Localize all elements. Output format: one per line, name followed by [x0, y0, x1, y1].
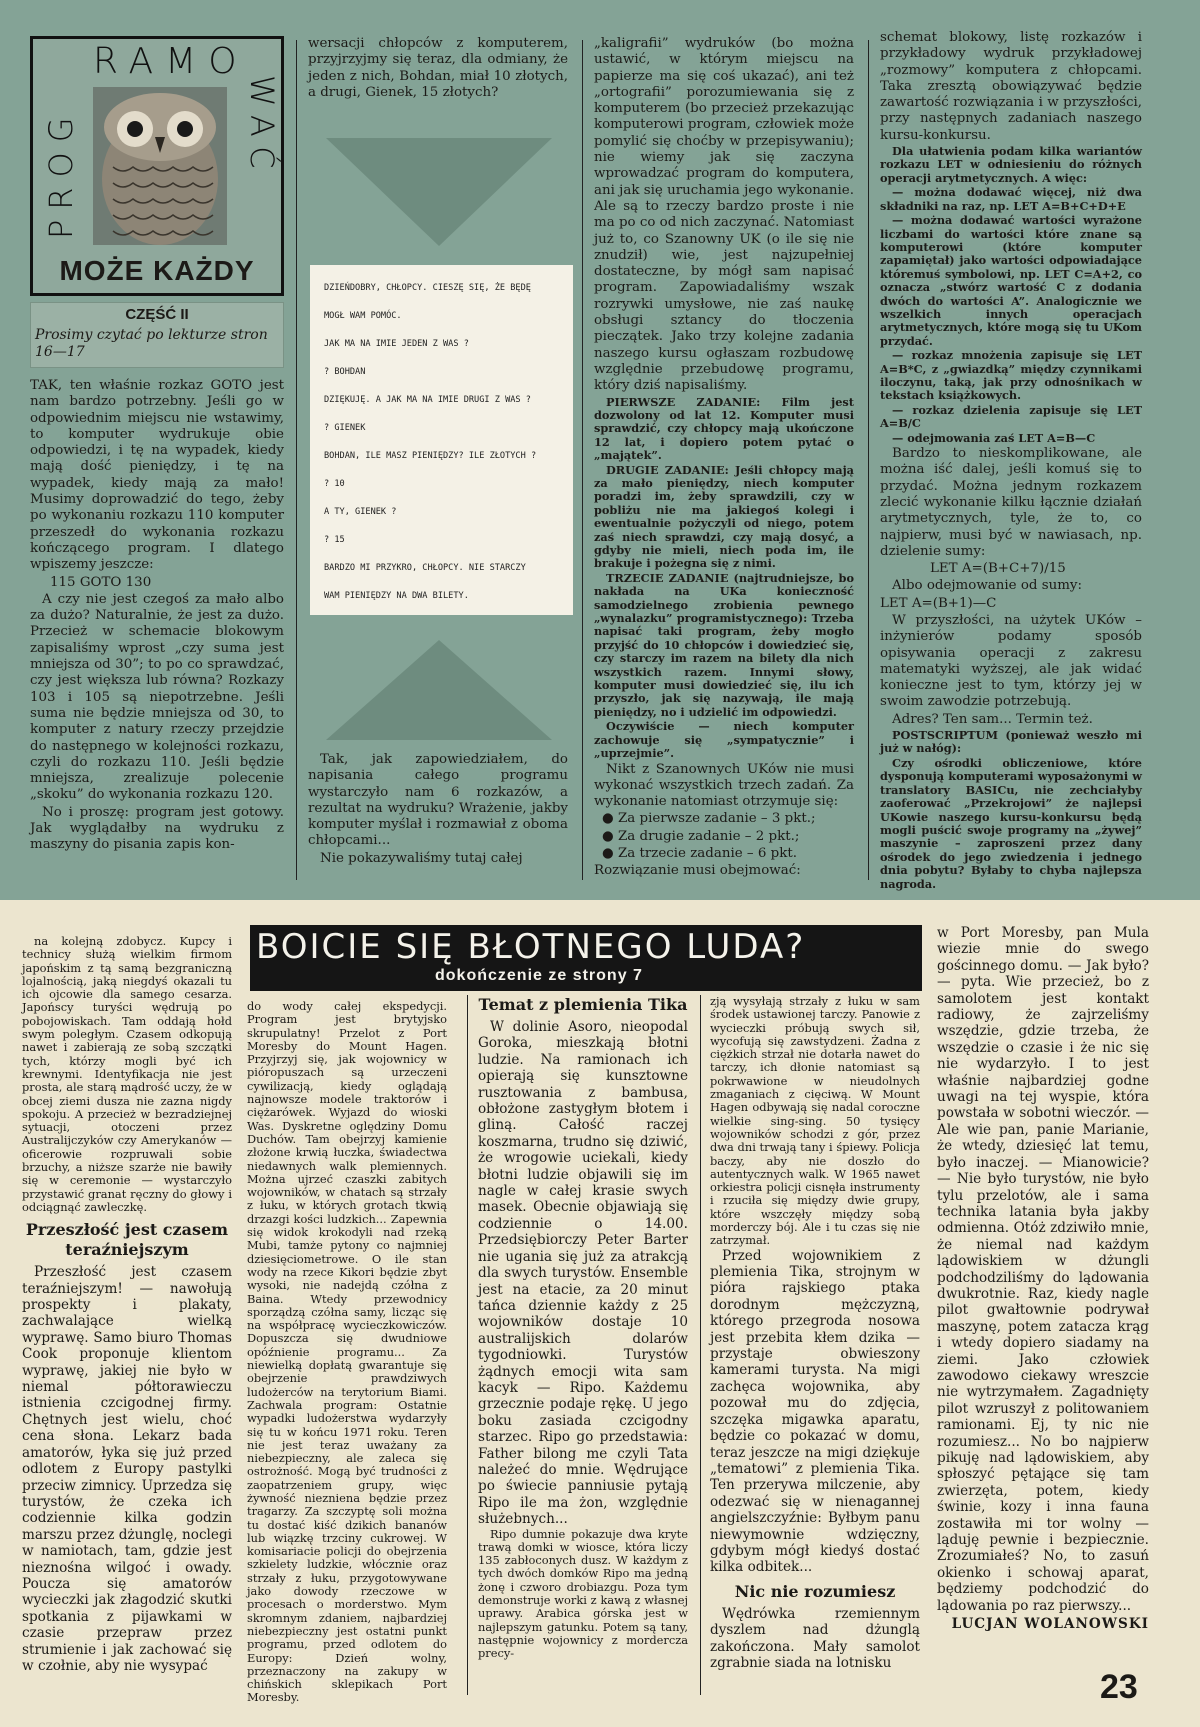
part-box [30, 302, 284, 368]
column-1 [30, 378, 284, 868]
printout-line: JAK MA NA IMIE JEDEN Z WAS ? [324, 339, 469, 349]
article-column-4 [710, 995, 920, 1700]
printout-line: ? 15 [324, 535, 345, 545]
paragraph: No i proszę: program jest gotowy. Jak wyglądałby na wydruku z maszyny do pisania zapis kon- [30, 804, 284, 853]
column-divider [868, 40, 869, 880]
paragraph: Rozwiązanie musi obejmować: [594, 863, 801, 879]
triangle-decoration [326, 640, 552, 740]
column-3 [594, 36, 854, 879]
column-2-bottom [308, 752, 568, 868]
printout-line: ? GIENEK [324, 423, 366, 433]
article-column-2 [247, 999, 447, 1705]
task-2: DRUGIE ZADANIE: Jeśli chłopcy mają za mało pieniędzy, niech komputer poradzi im, żeby sprawdzili, czy w pobliżu nie ma jakiegoś kolegi i ewentualnie pożyczyli od niego, potem zaś niech sprawdzi, czy mają dosyć, a gdyby nie mieli, niech poda im, ile brakuje i pożegna się z nimi. [594, 462, 854, 571]
points-item: ● Za pierwsze zadanie – 3 pkt.; [602, 811, 816, 827]
printout-line: A TY, GIENEK ? [324, 507, 397, 517]
printout-line: DZIĘKUJĘ. A JAK MA NA IMIE DRUGI Z WAS ? [324, 395, 531, 405]
printout-line: ? BOHDAN [324, 367, 366, 377]
points-item: ● Za drugie zadanie – 2 pkt.; [602, 828, 800, 844]
printout-line: MOGŁ WAM POMÓC. [324, 311, 402, 321]
paragraph: A czy nie jest czegoś za mało albo za dużo? Naturalnie, że jest za dużo. Przecież w schemacie blokowym zapisaliśmy wprost „czy suma jest mniejsza od 30”; to po co sprawdzać, czy jest większa lub równa? Rozkazy 103 i 105 są niepotrzebne. Jeśli suma nie będzie mniejsza od 30, to komputer z natury rzeczy przejdzie do następnego w kolejności rozkazu, czyli do rozkazu 110. Jeśli będzie mniejsza, zrealizuje polecenie „skoku” do wykonania rozkazu 120. [30, 591, 284, 803]
let-variant: — można dodawać więcej, niż dwa składniki na raz, np. LET A=B+C+D+E [880, 185, 1142, 213]
let-variant: — rozkaz mnożenia zapisuje się LET A=B*C, z „gwiazdką” między czynnikami iloczynu, taką, jak przy odnośnikach w tekstach książkowych. [880, 348, 1142, 403]
paragraph: na kolejną zdobycz. Kupcy i technicy służą wielkim firmom japońskim z tą samą bezgraniczną lojalnością, jaką niegdyś okazali tu ich ojcowie dla samego cesarza. Japońscy turyści wędrują po pobojowiskach. Tam oddają hołd swym poległym. Czasem odkopują nawet i zabierają ze sobą szczątki tych, którzy mogli być ich krewnymi. Identyfikacja nie jest prosta, ale starą mądrość uczy, że w obcej ziemi dusza nie zazna nigdy spokoju. A przecież w bezradziejnej sytuacji, otoczeni przez Australijczyków czy Amerykanów — oficerowie rozpruwali sobie brzuchy, a niższe szarże nie bawiły się w ceremonie — wystarczyło przystawić granat ręczny do głowy i odciągnąć zawleczkę. [22, 934, 232, 1214]
code-line: 115 GOTO 130 [50, 574, 152, 590]
section-heading: Nic nie rozumiesz [734, 1581, 896, 1601]
column-2-top [308, 36, 568, 100]
printout-line: DZIEŃDOBRY, CHŁOPCY. CIESZĘ SIĘ, ŻE BĘDĘ [324, 283, 531, 293]
printout-line: ? 10 [324, 479, 345, 489]
column-divider [700, 995, 701, 1695]
paragraph: Ripo dumnie pokazuje dwa kryte trawą domki w wiosce, która liczy 135 zabłoconych dusz. W każdym z tych dwóch domków Ripo ma jedną żonę i czworo drobiazgu. Poza tym demonstruje worki z kawą z własnej uprawy. Arabica górska jest w najlepszym gatunku. Potem są tany, następnie wojownicy z mordercza precy- [478, 1526, 688, 1661]
paragraph: „kaligrafii” wydruków (bo można ustawić, w którym miejscu na papierze ma się coś ukazać), ani też „ortografii” porozumiewania się z komputerem (bo przecież przekazując komputerowi program, człowiek może pomylić się choćby w przepisywaniu); nie wiemy jak się zaczyna wprowadzać program do komputera, ani jak się uruchamia jego wykonanie. Ale są to rzeczy bardzo proste i nie ma po co od nich zaczynać. Natomiast już to, co Szanowny UK (o ile się nie znudził) wie, jest najzupełniej dostateczne, by mógł sam napisać program. Zapowiadaliśmy wszak rozrywki umysłowe, nie zaś naukę obsługi sztancy do tłoczenia pieczątek. Jako trzy kolejne zadania naszego kursu ogłaszam rozbudowę względnie przebudowę programu, który dziś napisaliśmy. [594, 36, 854, 394]
paragraph: Albo odejmowanie od sumy: [892, 578, 1083, 594]
printout-line: BARDZO MI PRZYKRO, CHŁOPCY. NIE STARCZY [324, 563, 526, 573]
paragraph: Nie pokazywaliśmy tutaj całej [320, 850, 523, 866]
let-variant: — można dodawać wartości wyrażone liczbami do wartości które znane są komputerowi (które komputer zapamiętał) jako wartości odpowiadające któremuś symbolowi, np. LET C=A+2, co oznacza „stwórz wartość C z dodania dwóch do wartości A”. Analogicznie we wszelkich innych operacjach arytmetycznych, które mogą się tu UKom przydać. [880, 213, 1142, 348]
article-column-5 [937, 925, 1149, 1660]
paragraph: Przeszłość jest czasem teraźniejszym! — nawołują prospekty i plakaty, zachwalające wielką wyprawę. Samo biuro Thomas Cook proponuje klientom wyprawę, jakiej nie było w niemal półtorawieczu istnienia czcigodnej firmy. Chętnych jest wielu, choć cena słona. Lekarz bada amatorów, łyka się już przed odlotem z Europy pastylki przeciw zimnicy. Uprzedza się turystów, że czeka ich codziennie kilka godzin marszu przez dżunglę, noclegi w namiotach, tam, gdzie jest nieznośna wilgoć i owady. Poucza się amatorów wycieczki jak złagodzić skutki spotkania z pijawkami w czasie przepraw przez strumienie i jak zachować się w czołnie, aby nie wysypać [22, 1264, 232, 1674]
part-note: Prosimy czytać po lekturze stron 16—17 [35, 327, 268, 360]
postscript-body: Czy ośrodki obliczeniowe, które dysponują komputerami wyposażonymi w translatory BASICu, nie zechciałyby zaoferować „Przekrojowi” że najlepsi UKowie naszego kursu-konkursu będą mogli puścić swoje programy na „żywej” maszynie – zaproszeni przez dany ośrodek do jego zwiedzenia i jednego dnia pobytu? Byłaby to chyba najlepsza nagroda. [880, 755, 1142, 891]
article-title: BOICIE SIĘ BŁOTNEGO LUDA? [256, 927, 806, 967]
postscript-head: POSTSCRIPTUM (ponieważ weszło mi już w nałóg): [880, 728, 1142, 756]
paragraph: Nikt z Szanownych UKów nie musi wykonać wszystkich trzech zadań. Za wykonanie natomiast otrzymuje się: [594, 761, 854, 810]
paragraph: W przyszłości, na użytek UKów – inżynierów podamy sposób opisywania operacji z zakresu matematyki wyższej, ale jak widać konieczne jest to tym, którzy jej w swoim zawodzie potrzebują. [880, 612, 1142, 710]
paragraph: Dla ułatwienia podam kilka wariantów rozkazu LET w odniesieniu do różnych operacji arytmetycznych. A więc: [880, 144, 1142, 185]
code-line: LET A=(B+C+7)/15 [930, 561, 1066, 577]
logo-letters-top: RAMO [93, 41, 249, 82]
paragraph: zją wysyłają strzały z łuku w sam środek ustawionej tarczy. Panowie z wycieczki próbują swych sił, wycofują się zawstydzeni. Żadna z ciężkich strzał nie dotarła nawet do tarczy, ich dłonie natomiast są pokrwawione w nieudolnych zmaganiach z cięciwą. W Mount Hagen odbywają się nadal coroczne wielkie sing-sing. 50 tysięcy wojowników schodzi z gór, przez dwa dni trwają tany i śpiewy. Policja baczy, aby nie doszło do autentycznych walk. W 1965 nawet orkiestra policji cisnęła instrumenty i rzuciła się między dwie grupy, które wszczęły między sobą morderczy bój. Ale i tu czas się nie zatrzymał. [710, 994, 920, 1248]
points-item: ● Za trzecie zadanie – 6 pkt. [602, 845, 797, 861]
programowac-logo: RAMO PROG WAĆ MOŻE KAŻDY [30, 36, 284, 296]
column-4 [880, 30, 1142, 891]
task-note: Oczywiście — niech komputer zachowuje się „sympatycznie” i „uprzejmie”. [594, 719, 854, 761]
let-variant: — rozkaz dzielenia zapisuje się LET A=B/C [880, 402, 1142, 431]
computer-printout [310, 265, 573, 615]
column-divider [582, 40, 583, 880]
paragraph: Wędrówka rzemiennym dyszlem nad dżunglą zakończona. Mały samolot zgrabnie siada na lotnisku [710, 1605, 920, 1671]
let-variant: — odejmowania zaś LET A=B—C [892, 430, 1096, 445]
paragraph: schemat blokowy, listę rozkazów i przykładowy wydruk przykładowej „rozmowy” komputera z chłopcami. Taka zresztą obowiązywać będzie zawartość rozwiązania i w przyszłości, przy następnych zadaniach naszego kursu-konkursu. [880, 30, 1142, 143]
article-column-1 [22, 935, 232, 1700]
column-divider [467, 995, 468, 1695]
owl-illustration [93, 87, 227, 245]
paragraph: TAK, ten właśnie rozkaz GOTO jest nam bardzo potrzebny. Jeśli go w odpowiednim miejscu nie wstawimy, to komputer wydrukuje obie odpowiedzi, i tę na wypadek, kiedy mają dość pieniędzy, i tę na wypadek, kiedy mają za mało! Musimy doprowadzić do tego, żeby po wykonaniu rozkazu 110 komputer przeszedł do wykonania rozkazu kończącego program. I dlatego wpiszemy jeszcze: [30, 378, 284, 573]
paragraph: Przed wojownikiem z plemienia Tika, strojnym w pióra rajskiego ptaka dorodnym mężczyzną, którego przegroda nosowa jest przebita kłem dzika — przystaje obwieszony kamerami turysta. Na migi zachęca wojownika, aby pozował mu do zdjęcia, szczęka migawka aparatu, będzie co pokazać w domu, teraz jeszcze na migi dziękuje „tematowi” z plemienia Tika. Ten przerywa milczenie, aby odezwać się w nienagannej angielszczyźnie: Byłbym panu niewymownie wdzięczny, gdybym mógł kiedyś dostać kilka odbitek... [710, 1247, 920, 1576]
task-1: PIERWSZE ZADANIE: Film jest dozwolony od lat 12. Komputer musi sprawdzić, czy chłopcy mają ukończone 12 lat, i dopiero potem pytać o „majątek”. [594, 394, 854, 463]
paragraph: wersacji chłopców z komputerem, przyjrzyjmy się teraz, dla odmiany, że jeden z nich, Bohdan, miał 10 złotych, a drugi, Gienek, 15 złotych? [308, 36, 568, 100]
column-divider [296, 40, 297, 880]
triangle-decoration [326, 138, 552, 246]
paragraph: do wody całej ekspedycji. Program jest brytyjsko skrupulatny! Przelot z Port Moresby do Mount Hagen. Przyjrzyj się, jak wojownicy w pióropuszach są urzeczeni cywilizacją, kiedy oglądają najnowsze modele traktorów i ciężarówek. Wyjazd do wioski Was. Dyskretne oględziny Domu Duchów. Tam obejrzyj kamienie złożone krwią łuczka, świadectwa niedawnych walk plemiennych. Można ujrzeć czaszki zabitych wojowników, w chatach są strzały z łuku, w których grotach tkwią drzazgi kości ludzkich... Zapewnia się widok krokodyli nad rzeką Mubi, tamże pytony co najmniej dziesięciometrowe. O ile stan wody na rzece Kikori będzie zbyt wysoki, nie nadejdą czółna z Baina. Wtedy przewodnicy sporządzą czółna samy, licząc się na współpracę wycieczkowiczów. Dopuszcza się dwudniowe opóźnienie programu... Za niewielką dopłatą gwarantuje się obejrzenie prawdziwych ludożerców na terytorium Biami. Zachwala program: Ostatnie wypadki ludożerstwa wydarzyły się tu w końcu 1971 roku. Teren nie jest teraz uważany za niebezpieczny, ale zaleca się ostrożność. Mogą być trudności z zaopatrzeniem grupy, więc żywność niezniena będzie przez tragarzy. Za szczyptę soli można tu dostać kiść dzikich bananów lub wiązkę trzciny cukrowej. W komisariacie policji do obejrzenia szkielety ludzkie, włócznie oraz strzały z łuku, przygotowywane jako dowody rzeczowe w procesach o morderstwo. Mym skromnym zdaniem, najbardziej niebezpieczny jest ostatni punkt programu, przed odlotem do Europy: Dzień wolny, przeznaczony na zakupy w chińskich sklepikach Port Moresby. [247, 999, 447, 1705]
printout-line: BOHDAN, ILE MASZ PIENIĘDZY? ILE ZŁOTYCH ? [324, 451, 537, 461]
part-label: CZĘŚĆ II [125, 306, 189, 323]
article-column-3 [478, 995, 688, 1700]
author-signature: LUCJAN WOLANOWSKI [951, 1616, 1149, 1633]
paragraph: Tak, jak zapowiedziałem, do napisania całego programu wystarczyło nam 6 rozkazów, a rezultat na wydruku? Wrażenie, jakby komputer myślał i rozmawiał z oboma chłopcami... [308, 752, 568, 849]
article-subtitle: dokończenie ze strony 7 [435, 967, 643, 984]
printout-line: WAM PIENIĘDZY NA DWA BILETY. [324, 591, 469, 601]
article-banner [250, 925, 922, 991]
task-3: TRZECIE ZADANIE (najtrudniejsze, bo nakłada na UKa konieczność samodzielnego zrobienia pewnego „wynalazku” programistycznego): Trzeba napisać taki program, żeby mogło przyjść do 10 chłopców i dowiedzieć się, czy starczy im razem na bilety dla nich wszystkich razem. Innymi słowy, komputer musi dowiedzieć się, ilu ich przyszło, jak się nazywają, ile mają pieniędzy, no i udzielić im odpowiedzi. [594, 570, 854, 719]
paragraph: Bardzo to nieskomplikowane, ale można iść dalej, jeśli komuś się to przydać. Można jednym rozkazem zlecić wykonanie kilku łącznie działań arytmetycznych, tyle, że to, co najpierw, musi być w nawiasach, np. dzielenie sumy: [880, 446, 1142, 559]
logo-title: MOŻE KAŻDY [59, 255, 255, 286]
paragraph: Adres? Ten sam... Termin też. [892, 711, 1093, 727]
section-heading: Przeszłość jest czasem teraźniejszym [25, 1220, 229, 1260]
paragraph: w Port Moresby, pan Mula wiezie mnie do swego gościnnego domu. — Jak było? — pyta. Wie przecież, bo z samolotem jest kontakt radiowy, że zajrzeliśmy wszędzie, gdzie trzeba, że wszędzie o czasie i że nic się nie wydarzyło. I to jest właśnie najbardziej godne uwagi na tej wyspie, która powstała w sobotni wieczór. — Ale wie pan, panie Marianie, że wtedy, dziesięć lat temu, było inaczej. — Mianowicie? — Nie było turystów, nie było tylu przelotów, ale i sama technika latania była jakby odmienna. Otóż zdziwiło mnie, że niemal nad każdym lądowiskiem w dżungli podchodziliśmy do lądowania dwukrotnie. Raz, kiedy nagle pilot gwałtownie podrywał maszynę, potem zatacza krąg i wtedy dopiero siadamy na ziemi. Jako człowiek zawodowo ciekawy wreszcie nie wytrzymałem. Zagadnięty pilot wzruszył z politowaniem ramionami. Ej, ty nic nie rozumiesz... No bo najpierw pikuję nad lądowiskiem, aby spłoszyć pętające się tam zwierzęta, potem, kiedy świnie, kozy i inna fauna zostawiła mi tor wolny — ląduję pewnie i bezpiecznie. Zrozumiałeś? No, to zasuń okienko i schowaj aparat, będziemy podchodzić do lądowania po raz pierwszy... [937, 925, 1149, 1614]
page-number: 23 [1100, 1668, 1138, 1706]
paragraph: W dolinie Asoro, nieopodal Goroka, mieszkają błotni ludzie. Na ramionach ich opierają się kunsztowne rusztowania z bambusa, obłożone zastygłym błotem i gliną. Całość raczej koszmarna, trudno się dziwić, że wrogowie uciekali, kiedy błotni ludzie objawili się im nagle w całej krasie swych masek. Obecnie objawiają się codziennie o 14.00. Przedsiębiorczy Peter Barter nie ugania się już za atrakcją dla swych turystów. Ensemble jest na etacie, za 20 minut tańca dziennie każdy z 25 wojowników dostaje 10 australijskich dolarów tygodniowki. Turystów żądnych emocji wita sam kacyk — Ripo. Każdemu grzecznie podaje rękę. U jego boku zasiada czcigodny starzec. Ripo go przedstawia: Father bilong me czyli Tata należeć do mnie. Wędrujące po świecie panniusie pytają Ripo ile ma żon, względnie służebnych... [478, 1019, 688, 1528]
code-line: LET A=(B+1)—C [880, 595, 997, 611]
section-heading: Temat z plemienia Tika [478, 995, 688, 1014]
